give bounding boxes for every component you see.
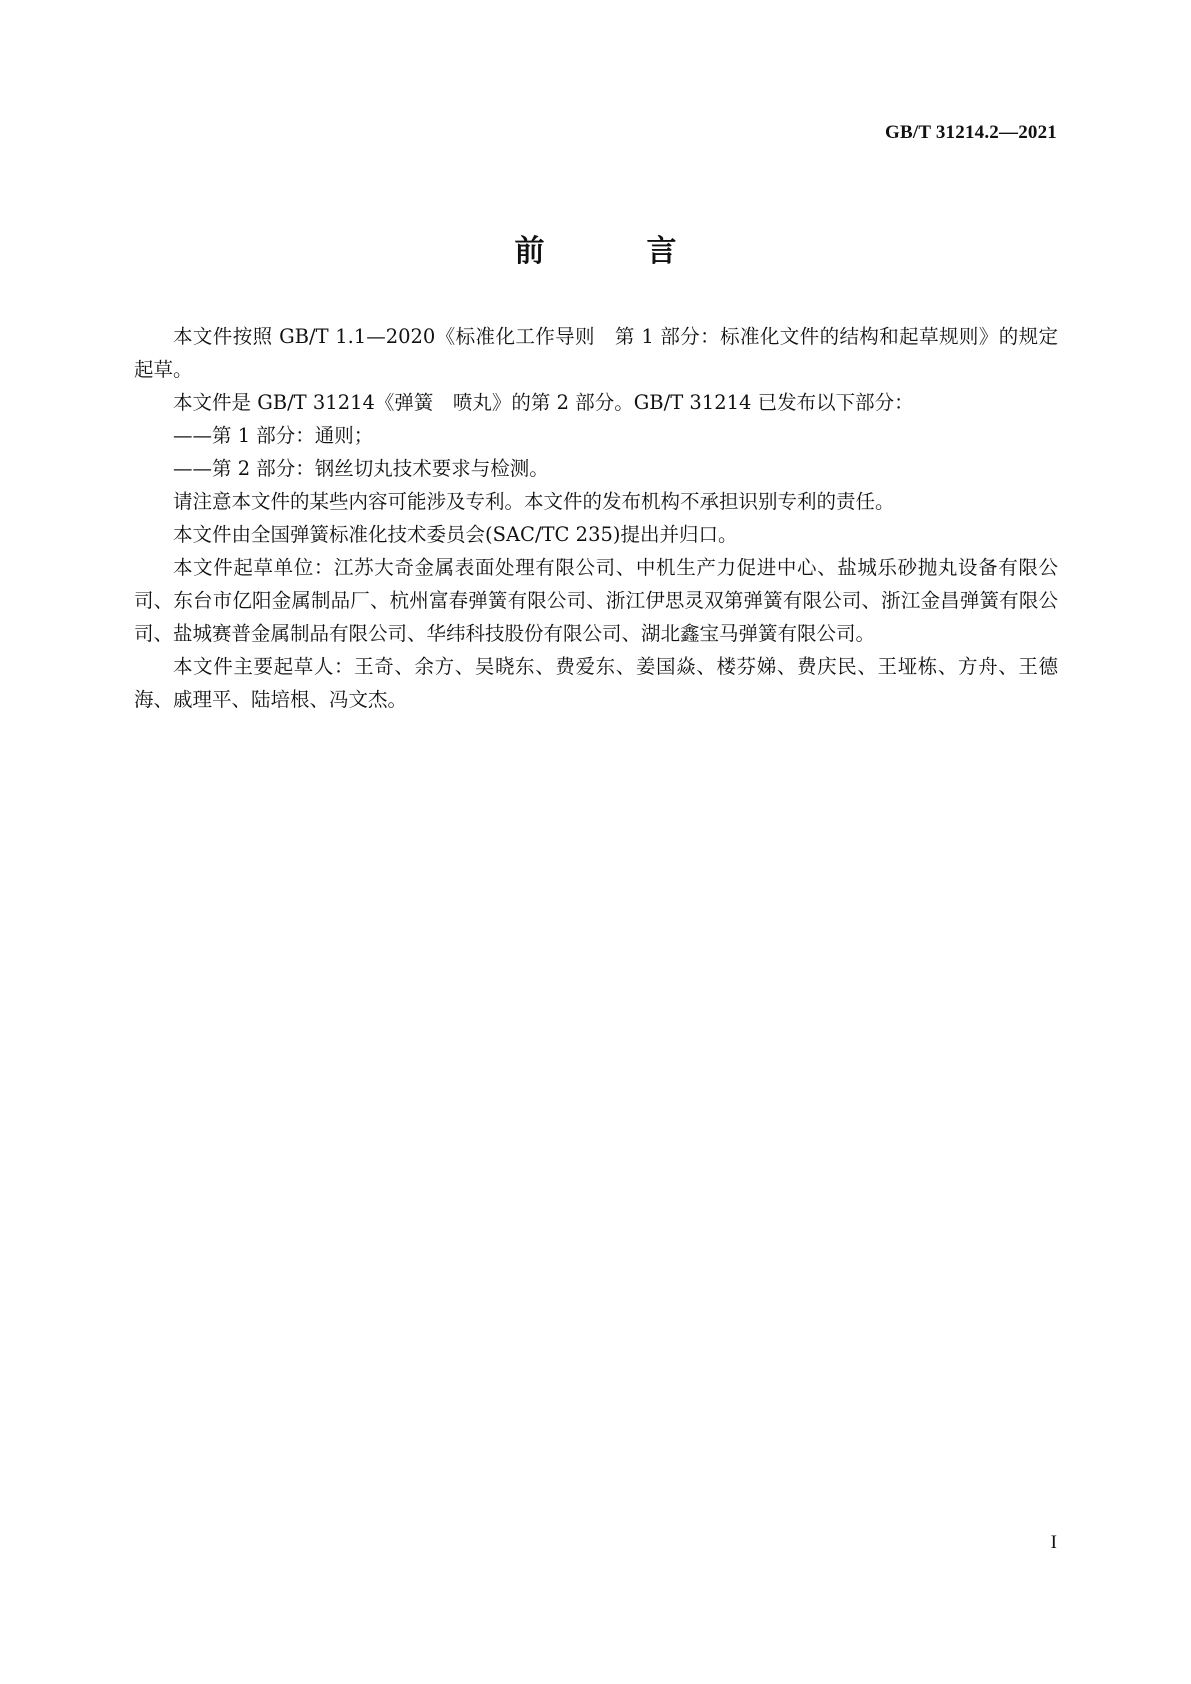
paragraph-part-of: 本文件是 GB/T 31214《弹簧 喷丸》的第 2 部分。GB/T 31214 已发布以下部分： [173, 391, 914, 414]
page-number: I [1050, 1532, 1057, 1553]
list-item: ——第 2 部分：钢丝切丸技术要求与检测。 [173, 457, 549, 480]
standard-code: GB/T 31214.2—2021 [885, 122, 1057, 143]
foreword-body [134, 320, 1058, 716]
paragraph-proposed-by: 本文件由全国弹簧标准化技术委员会(SAC/TC 235)提出并归口。 [173, 523, 738, 546]
paragraph-drafters: 本文件主要起草人：王奇、余方、吴晓东、费爱东、姜国焱、楼芬娣、费庆民、王垭栋、方舟、王德海、戚理平、陆培根、冯文杰。 [134, 655, 1058, 711]
paragraph-basis: 本文件按照 GB/T 1.1—2020《标准化工作导则 第 1 部分：标准化文件的结构和起草规则》的规定起草。 [134, 325, 1058, 381]
paragraph-patent-notice: 请注意本文件的某些内容可能涉及专利。本文件的发布机构不承担识别专利的责任。 [173, 490, 895, 513]
paragraph-drafting-units: 本文件起草单位：江苏大奇金属表面处理有限公司、中机生产力促进中心、盐城乐砂抛丸设备有限公司、东台市亿阳金属制品厂、杭州富春弹簧有限公司、浙江伊思灵双第弹簧有限公司、浙江金昌弹簧有限公司、盐城赛普金属制品有限公司、华纬科技股份有限公司、湖北鑫宝马弹簧有限公司。 [134, 556, 1058, 645]
list-item: ——第 1 部分：通则； [173, 424, 374, 447]
page-title: 前 言 [514, 234, 713, 269]
